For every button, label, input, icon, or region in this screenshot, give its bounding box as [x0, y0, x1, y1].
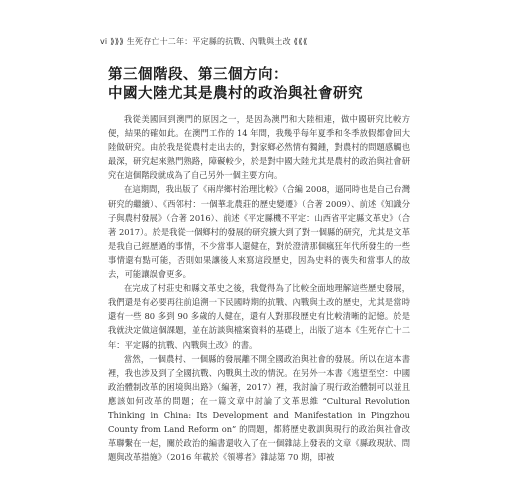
paragraph: 在完成了村莊史和縣文革史之後，我覺得為了比較全面地理解這些歷史發展，我們還是有必要再往前追溯一下民國時期的抗戰、內戰與土改的歷史，尤其是當時還有一些 80 多到 90 多歲的人健在，還有人對那段歷史有比較清晰的記憶。於是我就決定做這個課題，並在訪談與檔案資料的基礎上，出版了這本《生死存亡十二年：平定縣的抗戰、內戰與土改》的書。	[108, 283, 410, 350]
chapter-title-line-2: 中國大陸尤其是農村的政治與社會研究	[108, 86, 363, 102]
paragraph: 我從美國回到澳門的原因之一，是因為澳門和大陸相連，做中國研究比較方便，結果的確如此。在澳門工作的 14 年間，我幾乎每年夏季和冬季放假都會回大陸做研究。由於我是從農村走出去的，對家鄉必然情有獨鍾，對農村的問題感觸也最深，研究起來熟門熟路，障礙較少，於是對中國大陸尤其是農村的政治與社會研究在這個階段就成為了自己另外一個主要方向。	[108, 114, 410, 181]
body-text	[108, 112, 410, 464]
running-header: vi ⟫⟫⟫ 生死存亡十二年：平定縣的抗戰、內戰與土改 ⟪⟪⟪	[100, 37, 308, 46]
paragraph: 當然，一個農村、一個縣的發展離不開全國政治與社會的發展。所以在這本書裡，我也涉及到了全國抗戰、內戰與土改的情況。在另外一本書《逃望至空：中國政治體制改革的困境與出路》（編著，2017）裡，我討論了現行政治體制可以並且應該如何改革的問題；在一篇文章中討論了文革思維 “Cultural Revolution Thinking in China: Its Development and Manifestation in Pingzhou County from Land Reform on” 的問題，都將歷史教訓與現行的政治與社會改革聯繫在一起，關於政治的編書還收入了在一個雜誌上發表的文章《縣政現狀、問題與改革措施》（2016 年載於《領導者》雜誌第 70 期，即被	[108, 353, 410, 463]
chapter-title-line-1: 第三個階段、第三個方向：	[108, 67, 288, 83]
chapter-title	[108, 66, 428, 104]
paragraph: 在這期間，我出版了《兩岸鄉村治理比較》（合編 2008，逼同時也是自己台灣研究的繼續）、《西邻村：一個華北農莊的歷史變遷》（合著 2009）、前述《知識分子與農村發展》（合著 2016）、前述《平定縣機不平定：山西省平定縣文革史》（合著 2017）。於是我從一個鄉村的發展的研究擴大到了對一個縣的研究，尤其是文革是我自己經歷過的事情，不少當事人還健在，對於澄清那個瘋狂年代所發生的一些事情還有點可能，否則如果讓後人來寫這段歷史，因為史料的喪失和當事人的故去，可能讓誤會更多。	[108, 184, 410, 280]
